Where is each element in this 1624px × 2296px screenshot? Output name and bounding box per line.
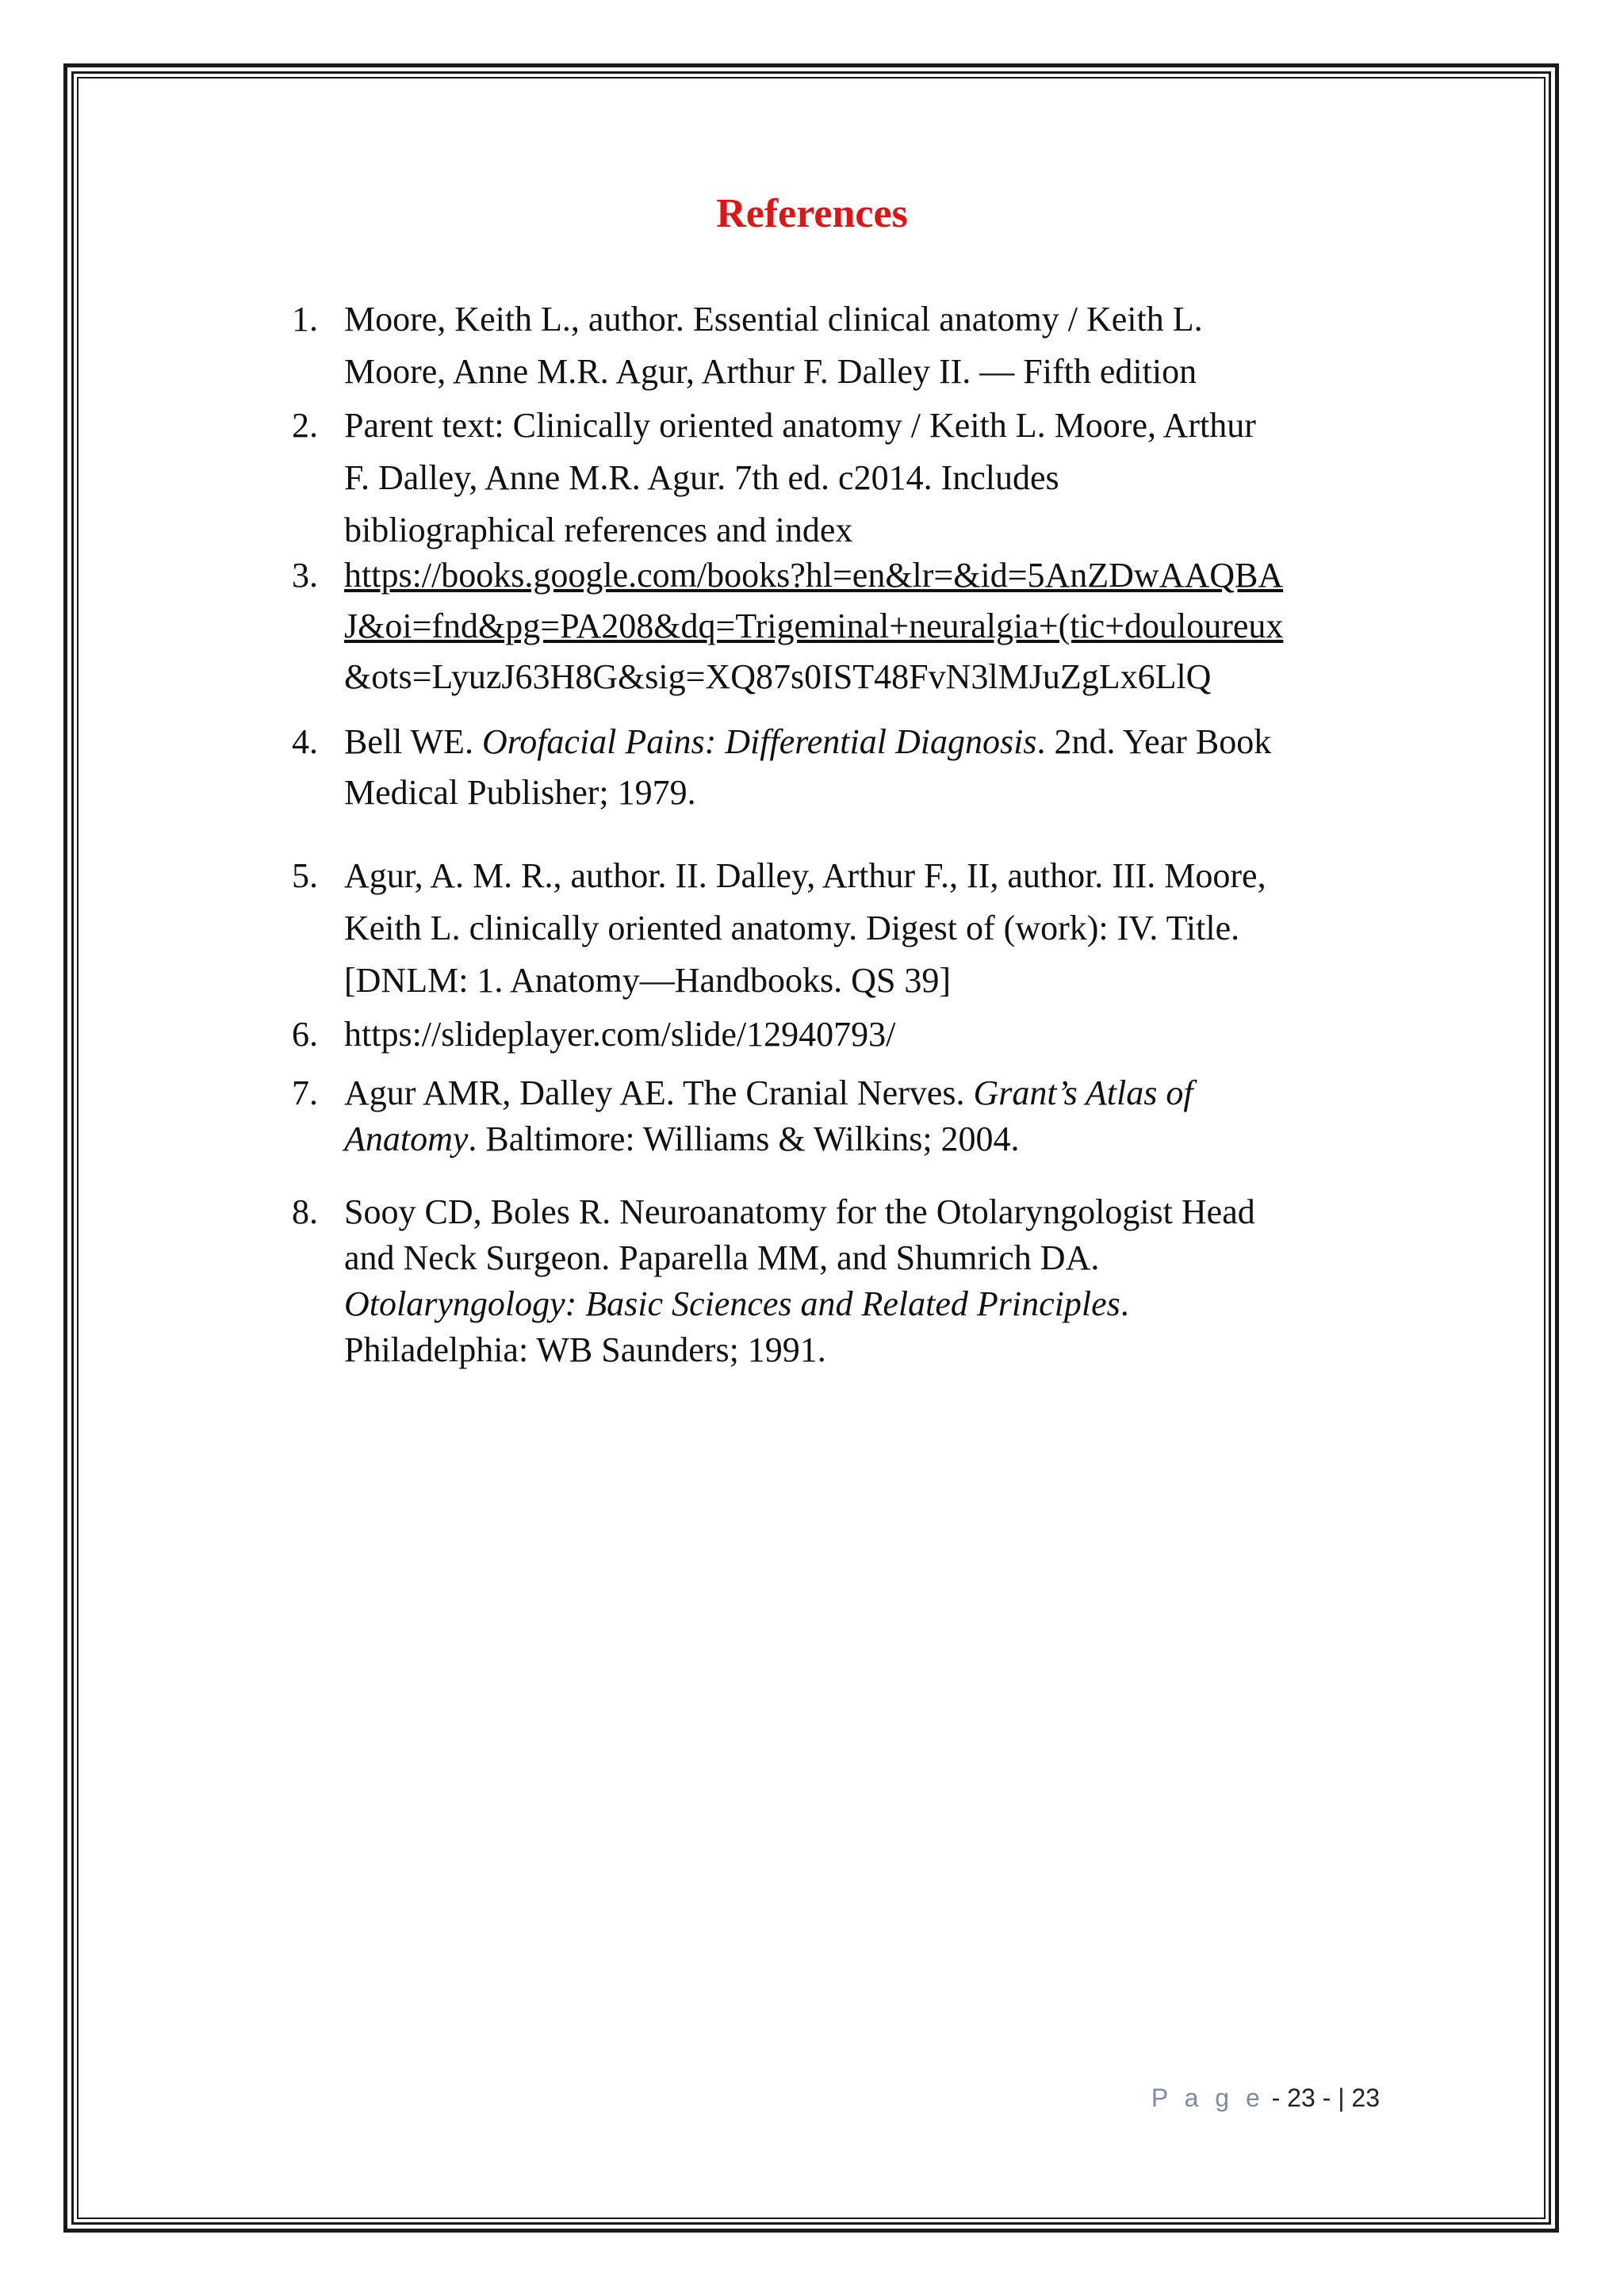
reference-italic-title: Otolaryngology: Basic Sciences and Related Principles xyxy=(344,1284,1120,1323)
reference-number: 8. xyxy=(292,1192,318,1231)
reference-text: . 2nd. Year Book xyxy=(1036,722,1272,761)
reference-text-line: bibliographical references and index xyxy=(344,511,853,549)
page-title: References xyxy=(716,191,908,236)
reference-link-line[interactable]: https://slideplayer.com/slide/12940793/ xyxy=(344,1015,896,1054)
reference-link-line[interactable]: &ots=LyuzJ63H8G&sig=XQ87s0IST48FvN3lMJuZgLx6LlQ xyxy=(344,657,1212,696)
reference-text-line: Parent text: Clinically oriented anatomy / Keith L. Moore, Arthur xyxy=(344,406,1256,445)
reference-text-line: Agur, A. M. R., author. II. Dalley, Arthur F., II, author. III. Moore, xyxy=(344,856,1266,895)
reference-text-line xyxy=(344,1281,1399,1327)
page-number: - 23 - | 23 xyxy=(1264,2084,1380,2112)
reference-italic-title: Anatomy xyxy=(344,1119,469,1158)
reference-text: Agur AMR, Dalley AE. The Cranial Nerves. xyxy=(344,1073,974,1112)
reference-number: 4. xyxy=(292,722,318,761)
reference-number: 2. xyxy=(292,406,318,445)
page-label: P a g e xyxy=(1151,2084,1265,2112)
reference-italic-title: Grant’s Atlas of xyxy=(973,1073,1193,1112)
reference-text: . Baltimore: Williams & Wilkins; 2004. xyxy=(468,1119,1020,1158)
reference-number: 6. xyxy=(292,1015,318,1054)
reference-number: 5. xyxy=(292,856,318,895)
reference-text-line: Moore, Keith L., author. Essential clinical anatomy / Keith L. xyxy=(344,300,1203,339)
page-footer xyxy=(1063,2082,1380,2114)
reference-link-line[interactable]: https://books.google.com/books?hl=en&lr=&id=5AnZDwAAQBA xyxy=(344,556,1284,595)
reference-text-line: [DNLM: 1. Anatomy—Handbooks. QS 39] xyxy=(344,961,952,1000)
reference-text-line: Philadelphia: WB Saunders; 1991. xyxy=(344,1330,826,1369)
reference-text-line: Medical Publisher; 1979. xyxy=(344,773,696,812)
reference-text-line xyxy=(344,717,1399,767)
reference-text-line: Sooy CD, Boles R. Neuroanatomy for the Otolaryngologist Head xyxy=(344,1192,1255,1231)
reference-text-line xyxy=(344,1116,1399,1162)
reference-link-line[interactable]: J&oi=fnd&pg=PA208&dq=Trigeminal+neuralgia+(tic+douloureux xyxy=(344,607,1284,645)
reference-text: Bell WE. xyxy=(344,722,482,761)
reference-text-line: Moore, Anne M.R. Agur, Arthur F. Dalley II. — Fifth edition xyxy=(344,352,1197,391)
reference-text: . xyxy=(1120,1284,1129,1323)
reference-text-line: and Neck Surgeon. Paparella MM, and Shumrich DA. xyxy=(344,1238,1100,1277)
reference-text-line: F. Dalley, Anne M.R. Agur. 7th ed. c2014. Includes xyxy=(344,458,1059,497)
reference-text-line xyxy=(344,1070,1399,1116)
reference-text-line: Keith L. clinically oriented anatomy. Digest of (work): IV. Title. xyxy=(344,909,1240,947)
reference-number: 1. xyxy=(292,300,318,339)
reference-number: 7. xyxy=(292,1073,318,1112)
reference-italic-title: Orofacial Pains: Differential Diagnosis xyxy=(481,722,1037,761)
reference-number: 3. xyxy=(292,556,318,595)
